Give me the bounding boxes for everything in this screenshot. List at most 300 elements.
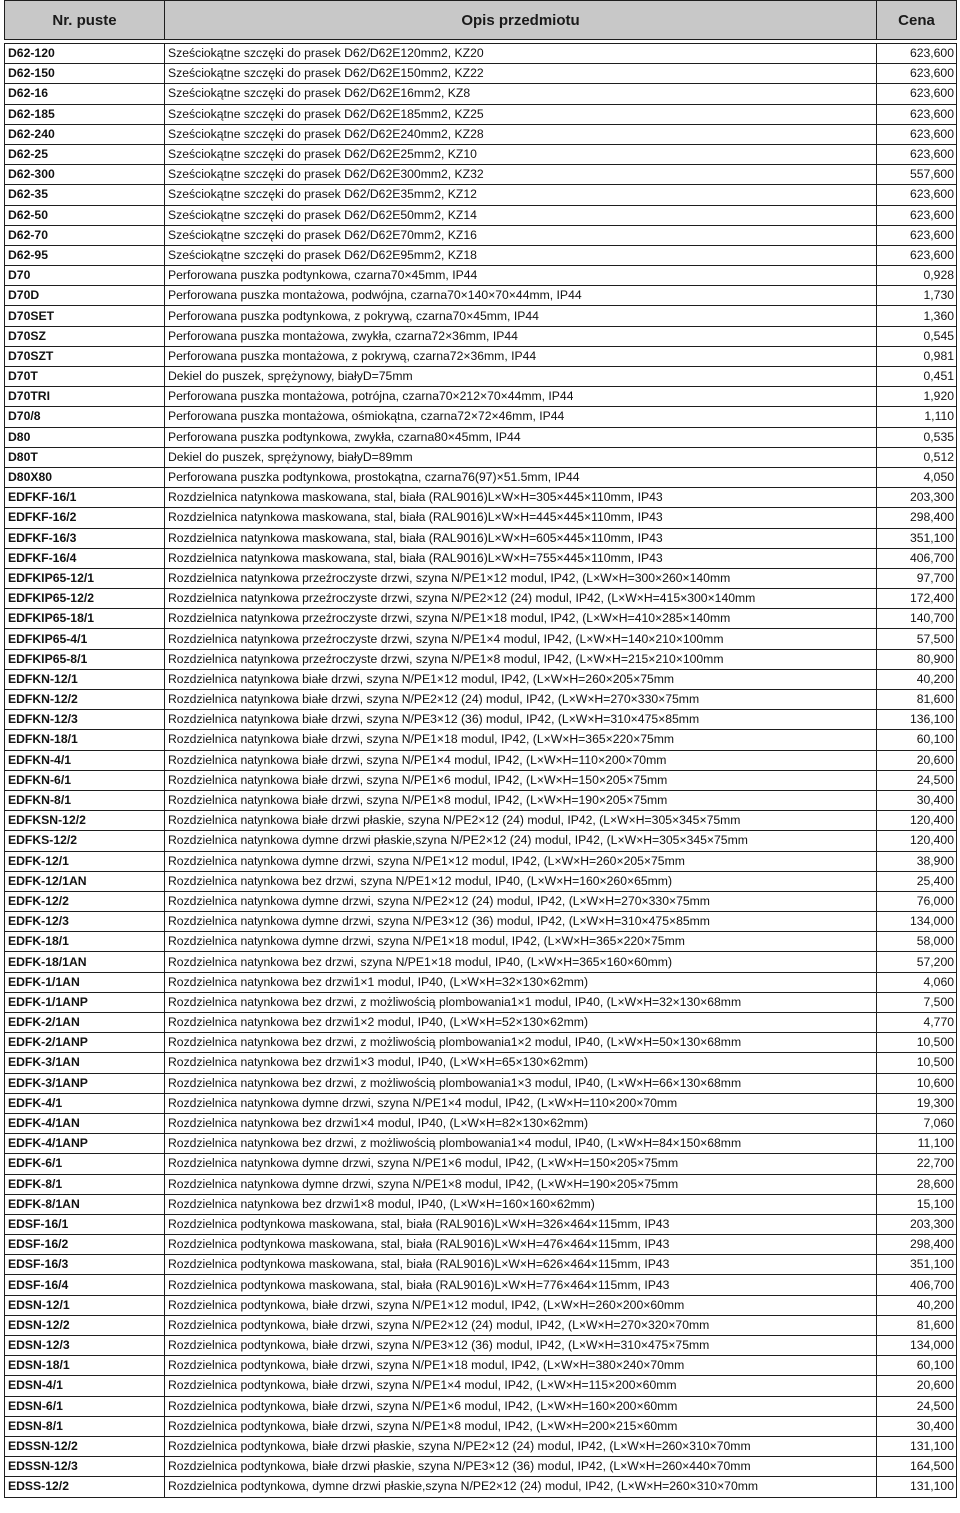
item-description: Rozdzielnica natynkowa dymne drzwi, szyna N/PE1×18 modul, IP42, (L×W×H=365×220×75mm — [168, 934, 685, 949]
item-code: D62-150 — [5, 64, 165, 84]
item-code: EDFK-12/1 — [5, 851, 165, 871]
item-description: Rozdzielnica natynkowa bez drzwi, z możliwością plombowania1×2 modul, IP40, (L×W×H=50×130×68mm — [168, 1035, 742, 1050]
table-row — [5, 1275, 957, 1295]
item-description: Perforowana puszka podtynkowa, prostokątna, czarna76(97)×51.5mm, IP44 — [168, 470, 580, 485]
item-price: 0,535 — [877, 427, 957, 447]
item-description-cell — [165, 407, 877, 427]
item-code: D70D — [5, 286, 165, 306]
item-description: Rozdzielnica podtynkowa maskowana, stal, biała (RAL9016)L×W×H=326×464×115mm, IP43 — [168, 1216, 670, 1231]
item-code: D80 — [5, 427, 165, 447]
table-row — [5, 750, 957, 770]
item-description-cell — [165, 1396, 877, 1416]
item-description-cell — [165, 144, 877, 164]
item-code: EDFKF-16/3 — [5, 528, 165, 548]
item-price: 134,000 — [877, 1336, 957, 1356]
item-code: EDFKN-18/1 — [5, 730, 165, 750]
item-code: D62-240 — [5, 124, 165, 144]
item-description: Rozdzielnica natynkowa białe drzwi płaskie, szyna N/PE2×12 (24) modul, IP42, (L×W×H=305×345×75mm — [168, 813, 741, 828]
item-price: 623,600 — [877, 185, 957, 205]
table-row — [5, 669, 957, 689]
item-code: EDFK-18/1 — [5, 932, 165, 952]
item-price: 40,200 — [877, 669, 957, 689]
item-description: Rozdzielnica podtynkowa maskowana, stal, biała (RAL9016)L×W×H=776×464×115mm, IP43 — [168, 1277, 670, 1292]
item-code: EDFK-4/1ANP — [5, 1134, 165, 1154]
item-description: Perforowana puszka montażowa, potrójna, czarna70×212×70×44mm, IP44 — [168, 389, 574, 404]
item-description: Rozdzielnica natynkowa maskowana, stal, biała (RAL9016)L×W×H=445×445×110mm, IP43 — [168, 510, 663, 525]
item-description: Rozdzielnica podtynkowa, dymne drzwi płaskie,szyna N/PE2×12 (24) modul, IP42, (L×W×H=260×310×70mm — [168, 1479, 759, 1494]
price-list — [4, 0, 956, 1498]
table-row — [5, 407, 957, 427]
table-row — [5, 1033, 957, 1053]
item-code: EDSSN-12/2 — [5, 1436, 165, 1456]
item-description: Rozdzielnica natynkowa dymne drzwi, szyna N/PE3×12 (36) modul, IP42, (L×W×H=310×475×85mm — [168, 914, 710, 929]
item-price: 81,600 — [877, 1315, 957, 1335]
table-row — [5, 84, 957, 104]
item-description-cell — [165, 730, 877, 750]
item-price: 136,100 — [877, 710, 957, 730]
item-description: Perforowana puszka montażowa, zwykła, czarna72×36mm, IP44 — [168, 328, 518, 343]
item-code: EDSSN-12/3 — [5, 1457, 165, 1477]
table-row — [5, 629, 957, 649]
item-description: Rozdzielnica natynkowa bez drzwi, szyna N/PE1×18 modul, IP40, (L×W×H=365×160×60mm) — [168, 954, 673, 969]
item-price: 120,400 — [877, 831, 957, 851]
item-code: EDFKSN-12/2 — [5, 811, 165, 831]
table-row — [5, 387, 957, 407]
item-description: Rozdzielnica natynkowa maskowana, stal, biała (RAL9016)L×W×H=305×445×110mm, IP43 — [168, 490, 663, 505]
item-description: Perforowana puszka montażowa, podwójna, czarna70×140×70×44mm, IP44 — [168, 288, 582, 303]
item-description: Rozdzielnica natynkowa przeźroczyste drzwi, szyna N/PE2×12 (24) modul, IP42, (L×W×H=415×300×140mm — [168, 591, 756, 606]
table-row — [5, 589, 957, 609]
item-description-cell — [165, 165, 877, 185]
item-price: 298,400 — [877, 1235, 957, 1255]
item-description-cell — [165, 972, 877, 992]
item-description-cell — [165, 326, 877, 346]
item-description: Rozdzielnica podtynkowa, białe drzwi, szyna N/PE1×4 modul, IP42, (L×W×H=115×200×60mm — [168, 1378, 677, 1393]
item-price: 406,700 — [877, 1275, 957, 1295]
item-description-cell — [165, 306, 877, 326]
item-description: Sześciokątne szczęki do prasek D62/D62E25mm2, KZ10 — [168, 147, 477, 162]
item-price: 1,730 — [877, 286, 957, 306]
item-price: 4,050 — [877, 467, 957, 487]
table-body — [5, 40, 957, 1498]
item-price: 1,110 — [877, 407, 957, 427]
item-description: Perforowana puszka montażowa, z pokrywą, czarna72×36mm, IP44 — [168, 348, 537, 363]
table-row — [5, 1336, 957, 1356]
item-code: EDFK-1/1AN — [5, 972, 165, 992]
item-description-cell — [165, 1033, 877, 1053]
item-description: Rozdzielnica natynkowa białe drzwi, szyna N/PE1×18 modul, IP42, (L×W×H=365×220×75mm — [168, 732, 675, 747]
item-price: 623,600 — [877, 44, 957, 64]
table-row — [5, 1093, 957, 1113]
item-description: Sześciokątne szczęki do prasek D62/D62E120mm2, KZ20 — [168, 46, 484, 61]
table-row — [5, 992, 957, 1012]
table-row — [5, 427, 957, 447]
item-description: Sześciokątne szczęki do prasek D62/D62E70mm2, KZ16 — [168, 227, 477, 242]
table-row — [5, 811, 957, 831]
item-code: EDSN-12/1 — [5, 1295, 165, 1315]
item-description-cell — [165, 548, 877, 568]
table-row — [5, 871, 957, 891]
table-row — [5, 528, 957, 548]
item-description-cell — [165, 528, 877, 548]
table-row — [5, 891, 957, 911]
item-description-cell — [165, 104, 877, 124]
item-code: EDSS-12/2 — [5, 1477, 165, 1497]
item-description-cell — [165, 488, 877, 508]
table-row — [5, 467, 957, 487]
item-price: 10,600 — [877, 1073, 957, 1093]
item-code: EDFKF-16/4 — [5, 548, 165, 568]
table-row — [5, 770, 957, 790]
item-description: Sześciokątne szczęki do prasek D62/D62E95mm2, KZ18 — [168, 247, 477, 262]
item-description: Sześciokątne szczęki do prasek D62/D62E240mm2, KZ28 — [168, 126, 484, 141]
table-row — [5, 1477, 957, 1497]
item-description-cell — [165, 1416, 877, 1436]
table-row — [5, 326, 957, 346]
table-row — [5, 447, 957, 467]
table-row — [5, 104, 957, 124]
table-row — [5, 185, 957, 205]
item-description: Rozdzielnica natynkowa dymne drzwi, szyna N/PE1×12 modul, IP42, (L×W×H=260×205×75mm — [168, 853, 685, 868]
table-row — [5, 488, 957, 508]
item-price: 298,400 — [877, 508, 957, 528]
item-description: Rozdzielnica natynkowa maskowana, stal, biała (RAL9016)L×W×H=755×445×110mm, IP43 — [168, 550, 663, 565]
item-price: 19,300 — [877, 1093, 957, 1113]
item-price: 30,400 — [877, 1416, 957, 1436]
item-description: Dekiel do puszek, sprężynowy, białyD=89mm — [168, 449, 413, 464]
item-code: EDFK-4/1 — [5, 1093, 165, 1113]
table-row — [5, 286, 957, 306]
item-description: Perforowana puszka montażowa, ośmiokątna, czarna72×72×46mm, IP44 — [168, 409, 565, 424]
item-description-cell — [165, 427, 877, 447]
item-code: EDFK-8/1AN — [5, 1194, 165, 1214]
item-description-cell — [165, 225, 877, 245]
table-row — [5, 245, 957, 265]
item-price: 351,100 — [877, 1255, 957, 1275]
item-description-cell — [165, 1093, 877, 1113]
item-price: 0,928 — [877, 266, 957, 286]
item-code: D62-25 — [5, 144, 165, 164]
table-row — [5, 1154, 957, 1174]
item-price: 15,100 — [877, 1194, 957, 1214]
table-row — [5, 730, 957, 750]
item-description-cell — [165, 1315, 877, 1335]
item-description-cell — [165, 64, 877, 84]
item-description: Sześciokątne szczęki do prasek D62/D62E50mm2, KZ14 — [168, 207, 477, 222]
table-row — [5, 266, 957, 286]
item-price: 30,400 — [877, 790, 957, 810]
item-description-cell — [165, 851, 877, 871]
item-description-cell — [165, 952, 877, 972]
item-description-cell — [165, 245, 877, 265]
item-code: D62-50 — [5, 205, 165, 225]
item-code: EDFKN-12/3 — [5, 710, 165, 730]
item-price: 28,600 — [877, 1174, 957, 1194]
item-description: Rozdzielnica podtynkowa, białe drzwi, szyna N/PE2×12 (24) modul, IP42, (L×W×H=270×320×70mm — [168, 1317, 710, 1332]
table-row — [5, 144, 957, 164]
table-row — [5, 548, 957, 568]
item-code: EDSN-12/3 — [5, 1336, 165, 1356]
table-row — [5, 1396, 957, 1416]
item-description-cell — [165, 1275, 877, 1295]
item-price: 10,500 — [877, 1053, 957, 1073]
item-price: 623,600 — [877, 124, 957, 144]
item-description-cell — [165, 568, 877, 588]
item-price: 20,600 — [877, 1376, 957, 1396]
item-description: Rozdzielnica natynkowa bez drzwi1×4 modul, IP40, (L×W×H=82×130×62mm) — [168, 1116, 589, 1131]
item-description: Sześciokątne szczęki do prasek D62/D62E300mm2, KZ32 — [168, 167, 484, 182]
item-description: Rozdzielnica podtynkowa, białe drzwi, szyna N/PE1×8 modul, IP42, (L×W×H=200×215×60mm — [168, 1418, 678, 1433]
item-price: 81,600 — [877, 690, 957, 710]
item-description: Rozdzielnica natynkowa dymne drzwi, szyna N/PE1×6 modul, IP42, (L×W×H=150×205×75mm — [168, 1156, 679, 1171]
item-code: D62-185 — [5, 104, 165, 124]
item-description: Rozdzielnica natynkowa dymne drzwi, szyna N/PE1×4 modul, IP42, (L×W×H=110×200×70mm — [168, 1095, 678, 1110]
table-row — [5, 367, 957, 387]
item-code: EDFK-3/1ANP — [5, 1073, 165, 1093]
item-description: Rozdzielnica natynkowa bez drzwi1×2 modul, IP40, (L×W×H=52×130×62mm) — [168, 1015, 589, 1030]
item-code: EDFKIP65-4/1 — [5, 629, 165, 649]
item-price: 80,900 — [877, 649, 957, 669]
table-row — [5, 831, 957, 851]
item-description: Rozdzielnica natynkowa bez drzwi, z możliwością plombowania1×3 modul, IP40, (L×W×H=66×130×68mm — [168, 1075, 742, 1090]
item-description-cell — [165, 1295, 877, 1315]
item-description-cell — [165, 387, 877, 407]
table-row — [5, 851, 957, 871]
table-row — [5, 1356, 957, 1376]
table-row — [5, 1134, 957, 1154]
table-row — [5, 1073, 957, 1093]
item-price: 623,600 — [877, 104, 957, 124]
item-description-cell — [165, 266, 877, 286]
item-description: Sześciokątne szczęki do prasek D62/D62E185mm2, KZ25 — [168, 106, 484, 121]
item-price: 1,920 — [877, 387, 957, 407]
item-price: 0,981 — [877, 346, 957, 366]
item-description: Sześciokątne szczęki do prasek D62/D62E35mm2, KZ12 — [168, 187, 477, 202]
item-code: D80X80 — [5, 467, 165, 487]
item-description-cell — [165, 1073, 877, 1093]
item-description-cell — [165, 710, 877, 730]
table-row — [5, 165, 957, 185]
item-price: 57,500 — [877, 629, 957, 649]
item-description-cell — [165, 912, 877, 932]
table-row — [5, 346, 957, 366]
item-code: EDFK-18/1AN — [5, 952, 165, 972]
item-price: 623,600 — [877, 84, 957, 104]
item-price: 623,600 — [877, 205, 957, 225]
item-code: D62-95 — [5, 245, 165, 265]
item-code: EDFKIP65-12/1 — [5, 568, 165, 588]
item-description: Rozdzielnica natynkowa dymne drzwi płaskie,szyna N/PE2×12 (24) modul, IP42, (L×W×H=305×345×75mm — [168, 833, 748, 848]
item-code: D70TRI — [5, 387, 165, 407]
item-description: Rozdzielnica natynkowa dymne drzwi, szyna N/PE2×12 (24) modul, IP42, (L×W×H=270×330×75mm — [168, 893, 710, 908]
item-code: EDFKN-12/2 — [5, 690, 165, 710]
item-description-cell — [165, 1053, 877, 1073]
item-description-cell — [165, 1457, 877, 1477]
table-row — [5, 912, 957, 932]
item-price: 60,100 — [877, 730, 957, 750]
item-price: 0,512 — [877, 447, 957, 467]
table-row — [5, 1013, 957, 1033]
item-description-cell — [165, 205, 877, 225]
item-description: Rozdzielnica natynkowa białe drzwi, szyna N/PE1×8 modul, IP42, (L×W×H=190×205×75mm — [168, 793, 668, 808]
item-price: 120,400 — [877, 811, 957, 831]
item-code: EDFKF-16/1 — [5, 488, 165, 508]
item-code: D70SZT — [5, 346, 165, 366]
item-description: Rozdzielnica podtynkowa maskowana, stal, biała (RAL9016)L×W×H=476×464×115mm, IP43 — [168, 1237, 670, 1252]
item-code: EDFK-8/1 — [5, 1174, 165, 1194]
item-price: 134,000 — [877, 912, 957, 932]
item-description: Rozdzielnica natynkowa przeźroczyste drzwi, szyna N/PE1×8 modul, IP42, (L×W×H=215×210×100mm — [168, 651, 724, 666]
item-code: EDFK-12/3 — [5, 912, 165, 932]
item-price: 40,200 — [877, 1295, 957, 1315]
table-row — [5, 64, 957, 84]
item-description-cell — [165, 1113, 877, 1133]
item-description: Perforowana puszka podtynkowa, zwykła, czarna80×45mm, IP44 — [168, 429, 521, 444]
item-description: Rozdzielnica podtynkowa, białe drzwi płaskie, szyna N/PE3×12 (36) modul, IP42, (L×W×H=260×440×70mm — [168, 1459, 751, 1474]
item-price: 0,545 — [877, 326, 957, 346]
item-code: D62-120 — [5, 44, 165, 64]
item-description-cell — [165, 84, 877, 104]
item-description-cell — [165, 1194, 877, 1214]
item-price: 4,770 — [877, 1013, 957, 1033]
item-code: EDSN-8/1 — [5, 1416, 165, 1436]
item-price: 623,600 — [877, 144, 957, 164]
item-description: Rozdzielnica natynkowa dymne drzwi, szyna N/PE1×8 modul, IP42, (L×W×H=190×205×75mm — [168, 1176, 679, 1191]
item-description: Rozdzielnica natynkowa bez drzwi1×3 modul, IP40, (L×W×H=65×130×62mm) — [168, 1055, 589, 1070]
item-description-cell — [165, 992, 877, 1012]
item-price: 623,600 — [877, 64, 957, 84]
item-description: Rozdzielnica natynkowa białe drzwi, szyna N/PE2×12 (24) modul, IP42, (L×W×H=270×330×75mm — [168, 692, 700, 707]
item-description: Rozdzielnica natynkowa bez drzwi1×8 modul, IP40, (L×W×H=160×160×62mm) — [168, 1196, 595, 1211]
item-price: 1,360 — [877, 306, 957, 326]
table-row — [5, 306, 957, 326]
item-description: Rozdzielnica natynkowa bez drzwi, szyna N/PE1×12 modul, IP40, (L×W×H=160×260×65mm) — [168, 873, 673, 888]
item-description-cell — [165, 508, 877, 528]
item-description: Rozdzielnica podtynkowa, białe drzwi, szyna N/PE1×18 modul, IP42, (L×W×H=380×240×70mm — [168, 1358, 685, 1373]
item-code: D70 — [5, 266, 165, 286]
item-code: EDFK-1/1ANP — [5, 992, 165, 1012]
item-code: EDFK-12/1AN — [5, 871, 165, 891]
item-description-cell — [165, 1134, 877, 1154]
item-description-cell — [165, 1477, 877, 1497]
item-code: D70/8 — [5, 407, 165, 427]
item-description-cell — [165, 629, 877, 649]
item-price: 131,100 — [877, 1436, 957, 1456]
item-code: EDFKIP65-18/1 — [5, 609, 165, 629]
item-description-cell — [165, 467, 877, 487]
item-description-cell — [165, 690, 877, 710]
table-row — [5, 649, 957, 669]
table-row — [5, 609, 957, 629]
item-description-cell — [165, 1174, 877, 1194]
table-row — [5, 1235, 957, 1255]
item-description-cell — [165, 185, 877, 205]
item-price: 203,300 — [877, 1214, 957, 1234]
item-description: Rozdzielnica natynkowa bez drzwi, z możliwością plombowania1×1 modul, IP40, (L×W×H=32×130×68mm — [168, 994, 742, 1009]
item-description: Rozdzielnica natynkowa przeźroczyste drzwi, szyna N/PE1×4 modul, IP42, (L×W×H=140×210×100mm — [168, 631, 724, 646]
item-description-cell — [165, 871, 877, 891]
item-description-cell — [165, 932, 877, 952]
item-description-cell — [165, 589, 877, 609]
item-price: 76,000 — [877, 891, 957, 911]
item-price: 11,100 — [877, 1134, 957, 1154]
table-row — [5, 225, 957, 245]
item-code: D70SET — [5, 306, 165, 326]
item-code: EDSF-16/1 — [5, 1214, 165, 1234]
item-code: EDFK-4/1AN — [5, 1113, 165, 1133]
item-description: Rozdzielnica podtynkowa maskowana, stal, biała (RAL9016)L×W×H=626×464×115mm, IP43 — [168, 1257, 670, 1272]
item-description: Rozdzielnica natynkowa białe drzwi, szyna N/PE1×12 modul, IP42, (L×W×H=260×205×75mm — [168, 671, 675, 686]
item-price: 164,500 — [877, 1457, 957, 1477]
item-price: 623,600 — [877, 225, 957, 245]
table-row — [5, 690, 957, 710]
item-description-cell — [165, 1356, 877, 1376]
item-price: 351,100 — [877, 528, 957, 548]
item-price: 38,900 — [877, 851, 957, 871]
item-description-cell — [165, 286, 877, 306]
item-price: 557,600 — [877, 165, 957, 185]
item-price: 24,500 — [877, 1396, 957, 1416]
item-code: EDFK-2/1AN — [5, 1013, 165, 1033]
item-price: 24,500 — [877, 770, 957, 790]
item-description-cell — [165, 790, 877, 810]
item-price: 623,600 — [877, 245, 957, 265]
item-price: 140,700 — [877, 609, 957, 629]
item-code: EDFK-2/1ANP — [5, 1033, 165, 1053]
table-row — [5, 1174, 957, 1194]
item-description: Rozdzielnica podtynkowa, białe drzwi, szyna N/PE3×12 (36) modul, IP42, (L×W×H=310×475×75mm — [168, 1338, 710, 1353]
table-row — [5, 1376, 957, 1396]
item-code: EDFKN-12/1 — [5, 669, 165, 689]
item-code: D80T — [5, 447, 165, 467]
table-header — [5, 1, 957, 40]
item-description-cell — [165, 124, 877, 144]
table-row — [5, 1436, 957, 1456]
item-code: EDFKN-4/1 — [5, 750, 165, 770]
item-code: D62-300 — [5, 165, 165, 185]
item-code: EDSF-16/3 — [5, 1255, 165, 1275]
table-row — [5, 1315, 957, 1335]
item-code: EDFK-3/1AN — [5, 1053, 165, 1073]
table-row — [5, 1457, 957, 1477]
item-description: Rozdzielnica podtynkowa, białe drzwi płaskie, szyna N/PE2×12 (24) modul, IP42, (L×W×H=260×310×70mm — [168, 1439, 751, 1454]
item-code: D70SZ — [5, 326, 165, 346]
item-code: EDSN-6/1 — [5, 1396, 165, 1416]
item-price: 7,500 — [877, 992, 957, 1012]
item-code: EDSN-12/2 — [5, 1315, 165, 1335]
item-description-cell — [165, 346, 877, 366]
item-code: EDFK-6/1 — [5, 1154, 165, 1174]
table-row — [5, 710, 957, 730]
item-description: Perforowana puszka podtynkowa, z pokrywą, czarna70×45mm, IP44 — [168, 308, 539, 323]
price-table — [4, 0, 957, 1498]
item-description-cell — [165, 770, 877, 790]
item-price: 57,200 — [877, 952, 957, 972]
item-price: 20,600 — [877, 750, 957, 770]
item-description: Rozdzielnica natynkowa białe drzwi, szyna N/PE1×6 modul, IP42, (L×W×H=150×205×75mm — [168, 772, 668, 787]
item-description: Perforowana puszka podtynkowa, czarna70×45mm, IP44 — [168, 268, 478, 283]
item-price: 172,400 — [877, 589, 957, 609]
item-price: 203,300 — [877, 488, 957, 508]
table-row — [5, 952, 957, 972]
item-description-cell — [165, 1336, 877, 1356]
header-price: Cena — [877, 1, 957, 40]
item-description-cell — [165, 44, 877, 64]
item-description: Sześciokątne szczęki do prasek D62/D62E150mm2, KZ22 — [168, 66, 484, 81]
item-code: EDFKS-12/2 — [5, 831, 165, 851]
item-price: 4,060 — [877, 972, 957, 992]
item-price: 60,100 — [877, 1356, 957, 1376]
